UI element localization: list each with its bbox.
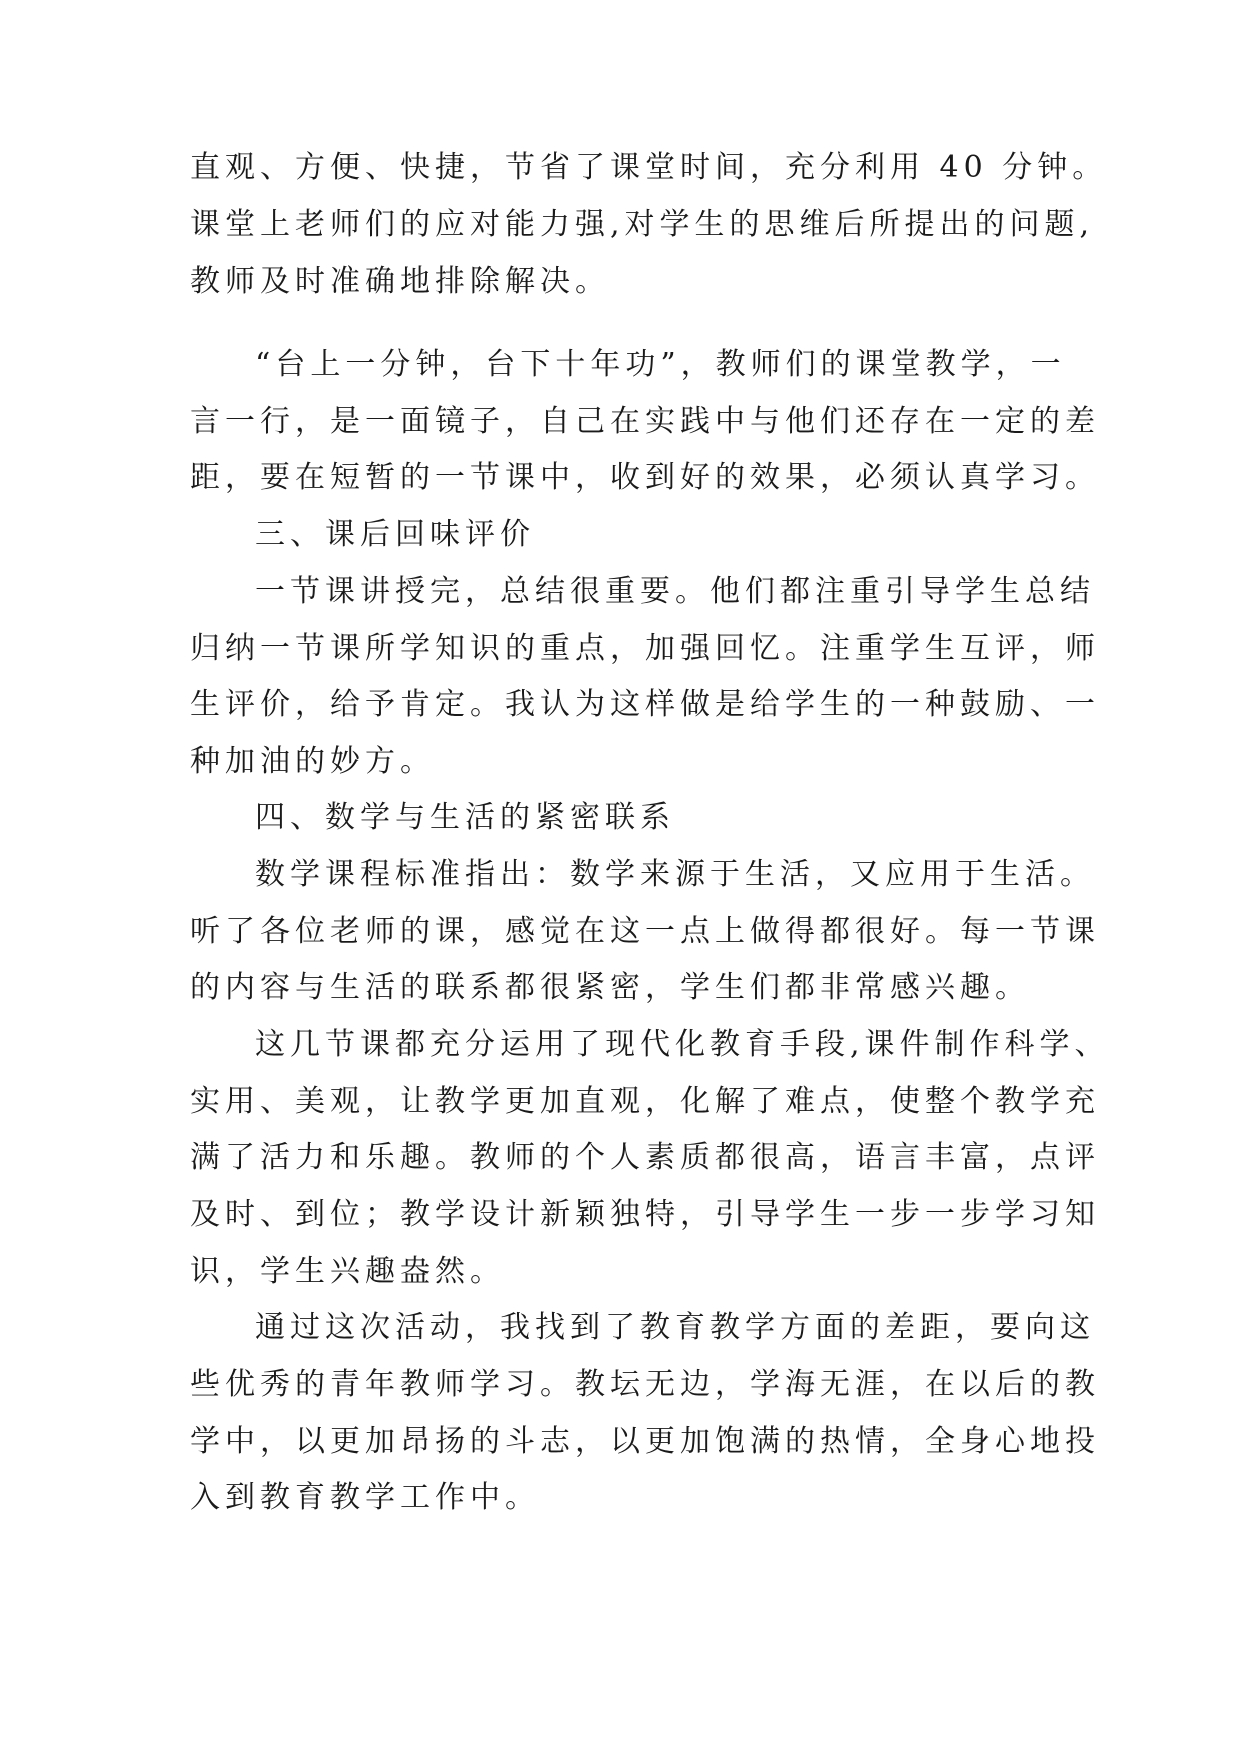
text-line: 这几节课都充分运用了现代化教育手段,课件制作科学、: [255, 1027, 1110, 1062]
text-line: 识，学生兴趣盎然。: [190, 1254, 505, 1289]
text-line: 满了活力和乐趣。教师的个人素质都很高，语言丰富，点评: [190, 1140, 1100, 1175]
text-line: 言一行，是一面镜子，自己在实践中与他们还存在一定的差: [190, 404, 1100, 439]
text-line: 归纳一节课所学知识的重点，加强回忆。注重学生互评，师: [190, 631, 1100, 666]
text-line: 实用、美观，让教学更加直观，化解了难点，使整个教学充: [190, 1084, 1100, 1119]
text-line: 直观、方便、快捷，节省了课堂时间，充分利用 40 分钟。: [190, 150, 1108, 185]
text-line: 及时、到位；教学设计新颖独特，引导学生一步一步学习知: [190, 1197, 1100, 1232]
text-line: 通过这次活动，我找到了教育教学方面的差距，要向这: [255, 1310, 1095, 1345]
text-line: 教师及时准确地排除解决。: [190, 264, 610, 299]
text-line: 学中，以更加昂扬的斗志，以更加饱满的热情，全身心地投: [190, 1424, 1100, 1459]
text-line: 的内容与生活的联系都很紧密，学生们都非常感兴趣。: [190, 970, 1030, 1005]
section-heading: 四、数学与生活的紧密联系: [255, 800, 675, 835]
text-line: 种加油的妙方。: [190, 744, 435, 779]
text-line: 听了各位老师的课，感觉在这一点上做得都很好。每一节课: [190, 914, 1100, 949]
text-line: “台上一分钟，台下十年功”，教师们的课堂教学，一: [255, 347, 1066, 382]
text-line: 一节课讲授完，总结很重要。他们都注重引导学生总结: [255, 574, 1095, 609]
text-line: 课堂上老师们的应对能力强,对学生的思维后所提出的问题,: [190, 207, 1095, 242]
text-line: 些优秀的青年教师学习。教坛无边，学海无涯，在以后的教: [190, 1367, 1100, 1402]
section-heading: 三、课后回味评价: [255, 517, 535, 552]
text-line: 生评价，给予肯定。我认为这样做是给学生的一种鼓励、一: [190, 687, 1100, 722]
text-line: 距，要在短暂的一节课中，收到好的效果，必须认真学习。: [190, 460, 1100, 495]
text-line: 入到教育教学工作中。: [190, 1480, 540, 1515]
text-line: 数学课程标准指出：数学来源于生活，又应用于生活。: [255, 857, 1095, 892]
